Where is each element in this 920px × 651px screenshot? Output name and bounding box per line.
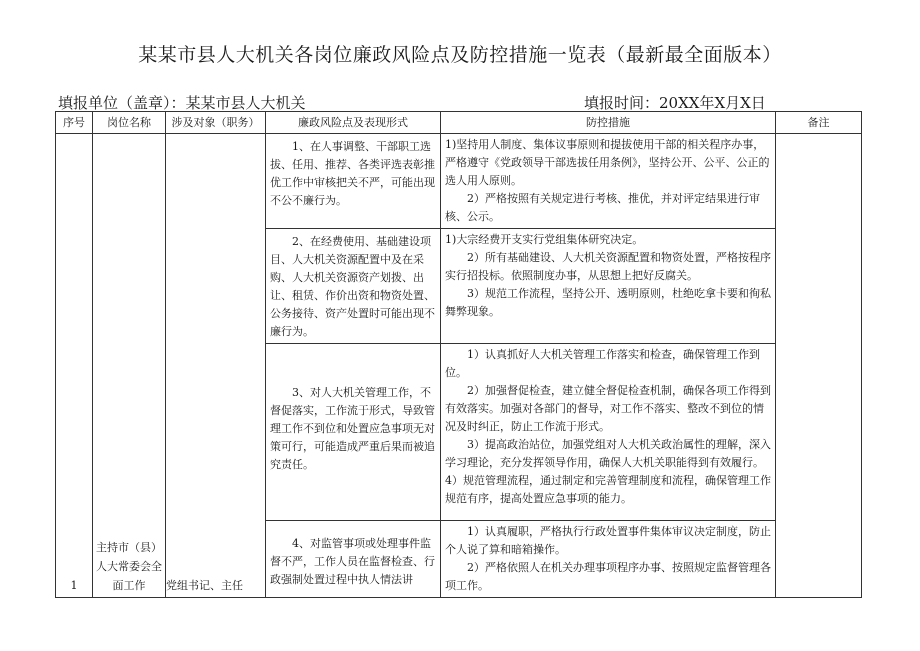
measures-cell <box>441 134 776 229</box>
risk-cell <box>266 229 441 344</box>
header-measures: 防控措施 <box>441 112 776 134</box>
risk-text: 1、在人事调整、干部职工选拔、任用、推荐、各类评选表彰推优工作中审核把关不严，可能出现不公不廉行为。 <box>270 140 435 207</box>
measures-cell <box>441 344 776 521</box>
measure-text: 2）加强督促检查，建立健全督促检查机制，确保各项工作得到有效落实。加强对各部门的督导，对工作不落实、整改不到位的情况及时纠正，防止工作流于形式。 <box>445 384 771 433</box>
header-remark: 备注 <box>776 112 862 134</box>
cell-position: 主持市（县）人大常委会全面工作 <box>93 134 166 598</box>
reporting-unit: 填报单位（盖章）：某某市县人大机关 <box>58 94 306 112</box>
measure-text: 2）严格依照人在机关办理事项程序办事、按照规定监督管理各项工作。 <box>445 561 771 592</box>
reporting-time: 填报时间：20XX年X月X日 <box>584 94 766 112</box>
risk-cell <box>266 134 441 229</box>
measure-text: 3）提高政治站位，加强党组对人大机关政治属性的理解，深入学习理论，充分发挥领导作用，确保人大机关职能得到有效履行。 <box>445 438 771 469</box>
header-object: 涉及对象（职务） <box>166 112 266 134</box>
cell-remark <box>776 134 862 598</box>
header-seq: 序号 <box>56 112 93 134</box>
risk-cell <box>266 521 441 598</box>
measure-text: 2）所有基础建设、人大机关资源配置和物资处置，严格按程序实行招投标。依照制度办事，从思想上把好反腐关。 <box>445 251 771 282</box>
measure-text: 4）规范管理流程，通过制定和完善管理制度和流程，确保管理工作规范有序，提高处置应急事项的能力。 <box>445 474 771 505</box>
measure-text: 1)坚持用人制度、集体议事原则和提拔使用干部的相关程序办事，严格遵守《党政领导干部选拔任用条例》，坚持公开、公平、公正的选人用人原则。 <box>445 138 770 187</box>
measure-text: 1）认真抓好人大机关管理工作落实和检查，确保管理工作到位。 <box>445 348 760 379</box>
measure-text: 3）规范工作流程，坚持公开、透明原则，杜绝吃拿卡要和徇私舞弊现象。 <box>445 287 771 318</box>
measure-text: 1）认真履职，严格执行行政处置事件集体审议决定制度，防止个人说了算和暗箱操作。 <box>445 525 771 556</box>
table-row <box>56 134 862 229</box>
measures-cell <box>441 229 776 344</box>
risk-text: 2、在经费使用、基础建设项目、人大机关资源配置中及在采购、人大机关资源资产划拨、出让、租赁、作价出资和物资处置、公务接待、资产处置时可能出现不廉行为。 <box>270 235 435 338</box>
measures-cell <box>441 521 776 598</box>
cell-object: 党组书记、主任 <box>166 134 266 598</box>
measure-text: 2）严格按照有关规定进行考核、推优，并对评定结果进行审核、公示。 <box>445 192 760 223</box>
cell-seq: 1 <box>56 134 93 598</box>
risk-text: 4、对监管事项或处理事件监督不严，工作人员在监督检查、行政强制处置过程中执人情法讲 <box>270 537 435 586</box>
page-title: 某某市县人大机关各岗位廉政风险点及防控措施一览表（最新最全面版本） <box>138 44 782 66</box>
risk-text: 3、对人大机关管理工作，不督促落实，工作流于形式，导致管理工作不到位和处置应急事项无对策可行，可能造成严重后果而被追究责任。 <box>270 386 435 471</box>
table-header-row <box>56 112 862 134</box>
risk-cell <box>266 344 441 521</box>
risk-table <box>55 111 862 598</box>
measure-text: 1)大宗经费开支实行党组集体研究决定。 <box>445 233 644 246</box>
header-position: 岗位名称 <box>93 112 166 134</box>
header-risk: 廉政风险点及表现形式 <box>266 112 441 134</box>
